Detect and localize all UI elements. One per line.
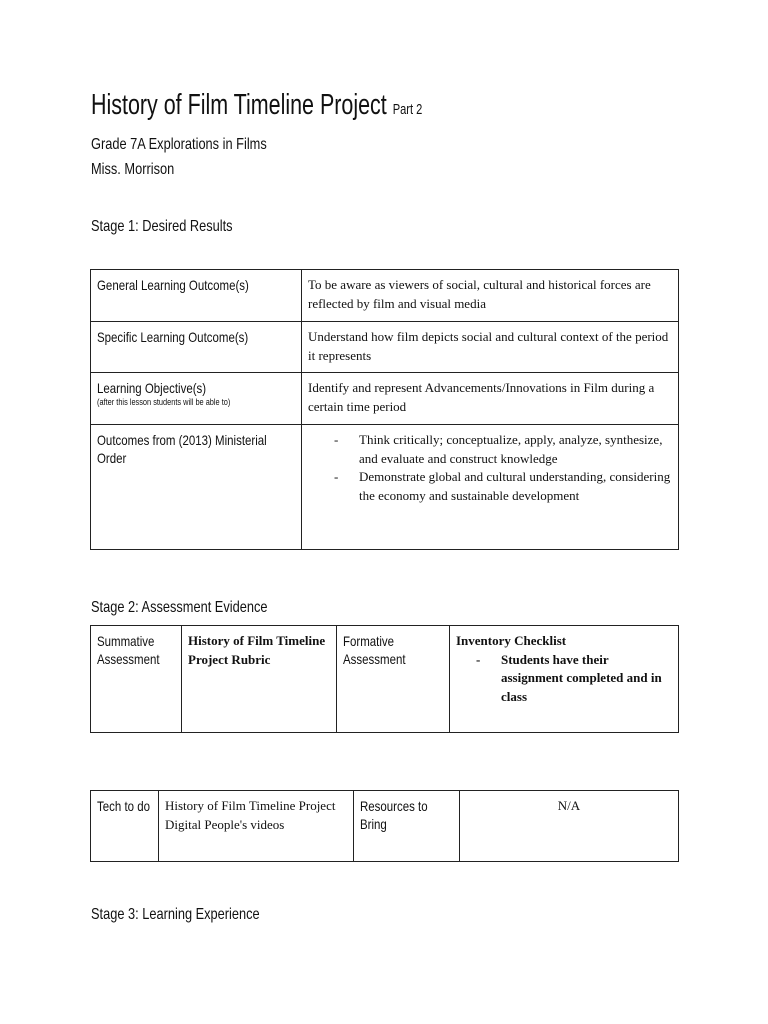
row-note: (after this lesson students will be able to) xyxy=(97,397,231,407)
course-name: Grade 7A Explorations in Films xyxy=(91,136,267,153)
list-item: - Students have their assignment completed and in class xyxy=(476,651,672,707)
formative-title: Inventory Checklist xyxy=(456,633,567,648)
row-label: Outcomes from (2013) Ministerial Order xyxy=(97,432,267,466)
table-row xyxy=(91,425,679,550)
table-row xyxy=(91,270,679,322)
tech-value: History of Film Timeline Project Digital People's videos xyxy=(159,791,354,862)
tech-resources-table xyxy=(90,790,679,862)
table-row xyxy=(91,322,679,373)
outcomes-list xyxy=(308,431,672,505)
assessment-table xyxy=(90,625,679,733)
row-label: General Learning Outcome(s) xyxy=(97,277,249,293)
row-label: Specific Learning Outcome(s) xyxy=(97,329,249,345)
row-label: Learning Objective(s) xyxy=(97,380,207,396)
summative-value: History of Film Timeline Project Rubric xyxy=(182,626,337,733)
title-suffix: Part 2 xyxy=(392,101,423,118)
stage1-heading: Stage 1: Desired Results xyxy=(91,218,233,235)
row-value: Identify and represent Advancements/Innovations in Film during a certain time period xyxy=(302,373,679,425)
table-row xyxy=(91,791,679,862)
row-value: To be aware as viewers of social, cultural and historical forces are reflected by film and visual media xyxy=(302,270,679,322)
summative-label: Summative Assessment xyxy=(97,633,160,667)
teacher-name: Miss. Morrison xyxy=(91,161,175,178)
formative-list xyxy=(456,651,672,707)
resources-value: N/A xyxy=(460,791,679,862)
stage2-heading: Stage 2: Assessment Evidence xyxy=(91,599,268,616)
resources-label: Resources to Bring xyxy=(360,798,428,832)
title-text: History of Film Timeline Project xyxy=(91,89,387,121)
table-row xyxy=(91,626,679,733)
stage3-heading: Stage 3: Learning Experience xyxy=(91,906,260,923)
page-title xyxy=(91,89,422,122)
list-item: - Demonstrate global and cultural understanding, considering the economy and sustainable development xyxy=(334,468,672,505)
tech-label: Tech to do xyxy=(97,798,150,814)
row-value: Understand how film depicts social and cultural context of the period it represents xyxy=(302,322,679,373)
formative-label: Formative Assessment xyxy=(343,633,406,667)
list-item: - Think critically; conceptualize, apply, analyze, synthesize, and evaluate and construct knowledge xyxy=(334,431,672,468)
table-row xyxy=(91,373,679,425)
desired-results-table xyxy=(90,269,679,550)
